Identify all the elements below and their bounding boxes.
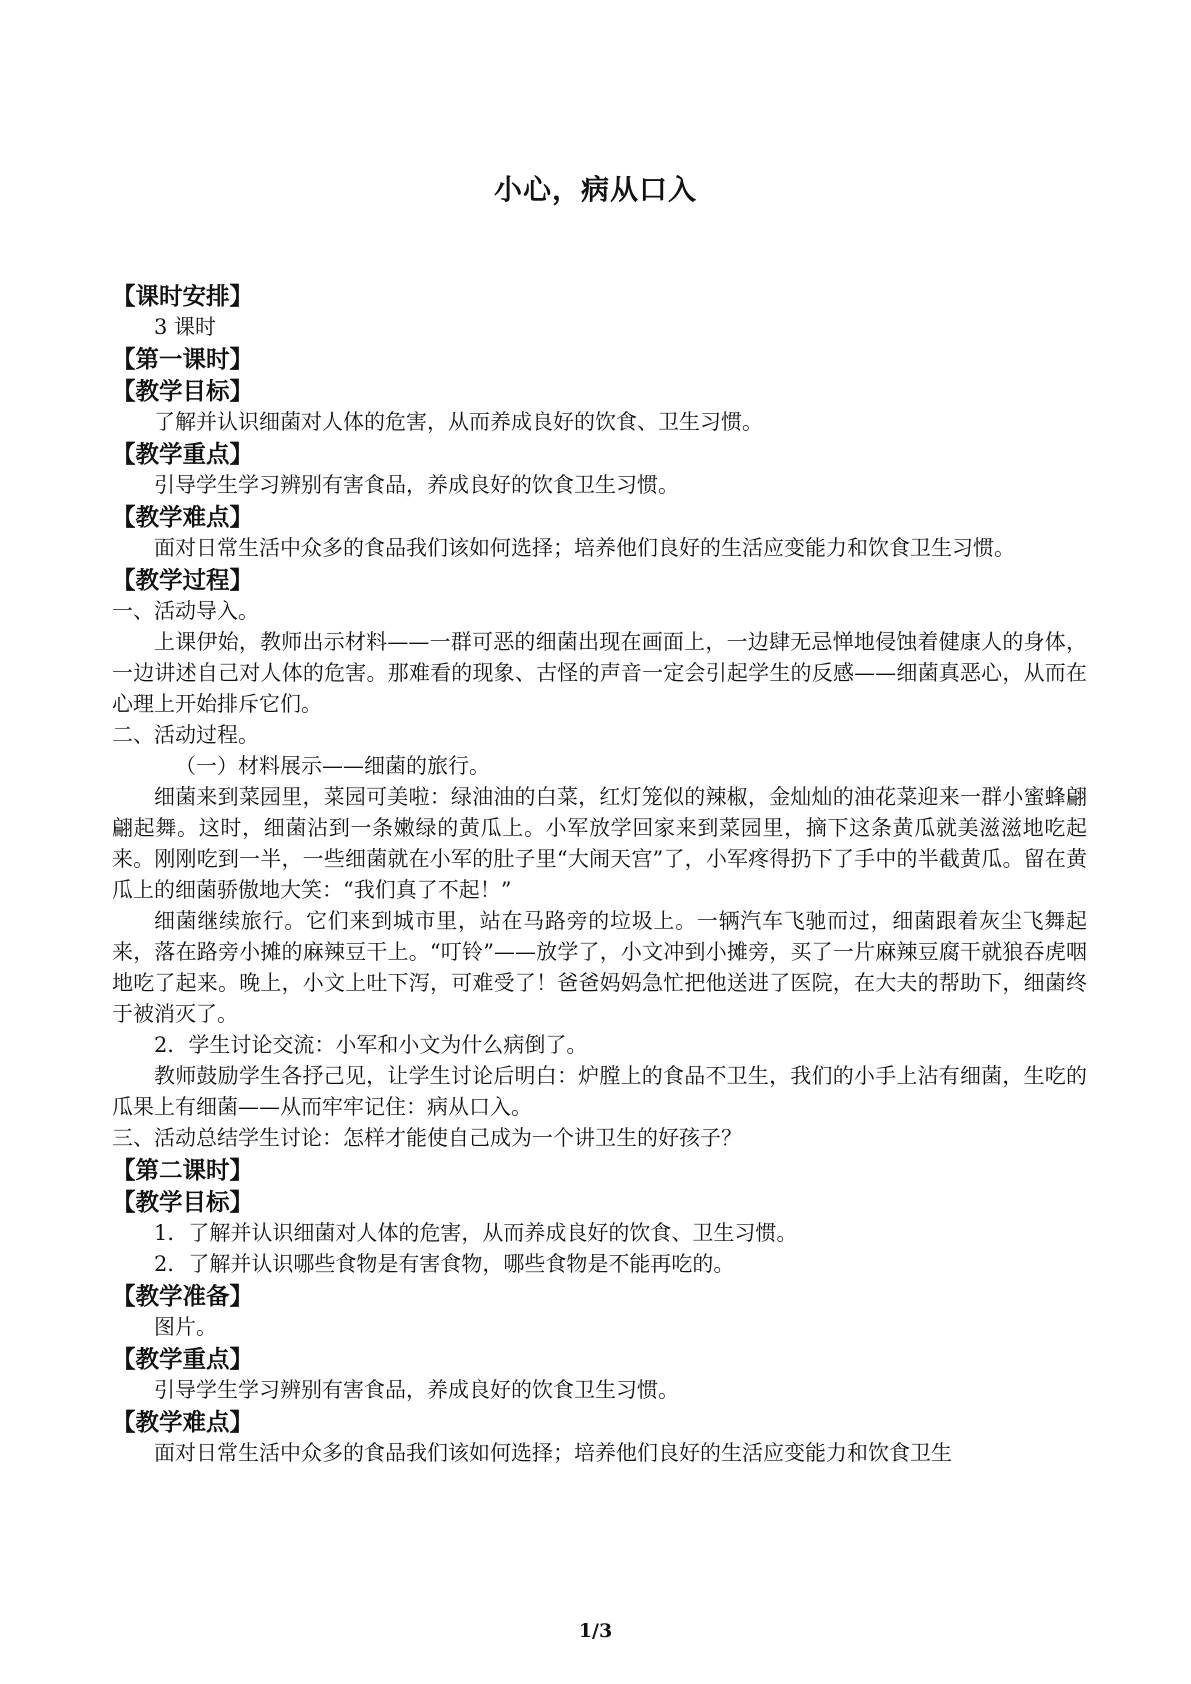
section-heading: 【教学准备】 [112,1282,253,1310]
page-number: 1/3 [578,1620,613,1642]
section-heading: 【课时安排】 [112,282,253,310]
section-heading: 【教学目标】 [112,1188,253,1216]
section-heading: 【教学目标】 [112,377,253,405]
paragraph: 引导学生学习辨别有害食品，养成良好的饮食卫生习惯。 [154,473,679,497]
paragraph: 2．学生讨论交流：小军和小文为什么病倒了。 [154,1033,588,1057]
paragraph: 引导学生学习辨别有害食品，养成良好的饮食卫生习惯。 [154,1378,679,1402]
section-heading: 【教学难点】 [112,1408,253,1436]
document-body [112,280,1087,1469]
paragraph: 三、活动总结学生讨论：怎样才能使自己成为一个讲卫生的好孩子？ [112,1126,742,1150]
paragraph: 细菌来到菜园里，菜园可美啦：绿油油的白菜，红灯笼似的辣椒，金灿灿的油花菜迎来一群小蜜蜂翩翩起舞。这时，细菌沾到一条嫩绿的黄瓜上。小军放学回家来到菜园里，摘下这条黄瓜就美滋滋地吃起来。刚刚吃到一半，一些细菌就在小军的肚子里“大闹天宫”了，小军疼得扔下了手中的半截黄瓜。留在黄瓜上的细菌骄傲地大笑：“我们真了不起！” [112,785,1087,902]
paragraph: 面对日常生活中众多的食品我们该如何选择；培养他们良好的生活应变能力和饮食卫生习惯。 [154,536,1015,560]
paragraph: 二、活动过程。 [112,723,259,747]
paragraph: 面对日常生活中众多的食品我们该如何选择；培养他们良好的生活应变能力和饮食卫生 [154,1441,952,1465]
section-heading: 【第二课时】 [112,1156,253,1184]
paragraph: 了解并认识细菌对人体的危害，从而养成良好的饮食、卫生习惯。 [154,410,763,434]
paragraph: （一）材料展示——细菌的旅行。 [175,754,490,778]
document-title: 小心，病从口入 [493,173,697,206]
section-heading: 【第一课时】 [112,345,253,373]
paragraph: 2．了解并认识哪些食物是有害食物，哪些食物是不能再吃的。 [154,1252,735,1276]
paragraph: 细菌继续旅行。它们来到城市里，站在马路旁的垃圾上。一辆汽车飞驰而过，细菌跟着灰尘飞舞起来，落在路旁小摊的麻辣豆干上。“叮铃”——放学了，小文冲到小摊旁，买了一片麻辣豆腐干就狼吞虎咽地吃了起来。晚上，小文上吐下泻，可难受了！爸爸妈妈急忙把他送进了医院，在大夫的帮助下，细菌终于被消灭了。 [112,909,1087,1026]
paragraph: 上课伊始，教师出示材料——一群可恶的细菌出现在画面上，一边肆无忌惮地侵蚀着健康人的身体，一边讲述自己对人体的危害。那难看的现象、古怪的声音一定会引起学生的反感——细菌真恶心，从而在心理上开始排斥它们。 [112,630,1087,716]
section-heading: 【教学重点】 [112,440,253,468]
section-heading: 【教学过程】 [112,566,253,594]
paragraph: 3 课时 [154,315,217,339]
section-heading: 【教学难点】 [112,503,253,531]
paragraph: 图片。 [154,1315,217,1339]
paragraph: 教师鼓励学生各抒己见，让学生讨论后明白：炉膛上的食品不卫生，我们的小手上沾有细菌，生吃的瓜果上有细菌——从而牢牢记住：病从口入。 [112,1064,1087,1119]
paragraph: 1．了解并认识细菌对人体的危害，从而养成良好的饮食、卫生习惯。 [154,1221,798,1245]
section-heading: 【教学重点】 [112,1345,253,1373]
paragraph: 一、活动导入。 [112,599,259,623]
